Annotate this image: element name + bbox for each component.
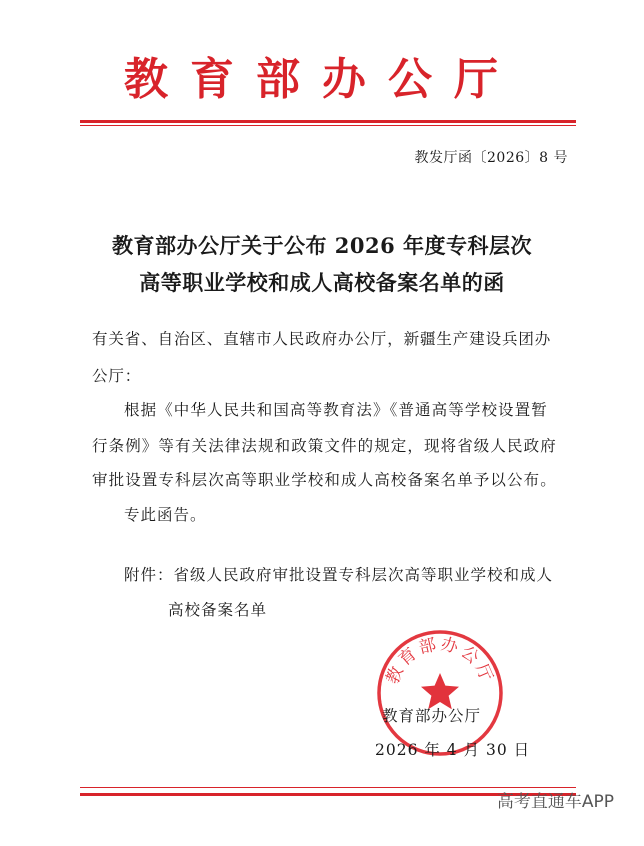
header-org-name: 教育部办公厅 — [124, 54, 520, 105]
header-rule-thin — [80, 125, 576, 126]
attachment-line2: 高校备案名单 — [168, 601, 268, 619]
header-rule-thick — [80, 120, 576, 123]
body-paragraph2: 专此函告。 — [124, 506, 207, 524]
document-title-line1: 教育部办公厅关于公布 2026 年度专科层次 — [111, 233, 533, 258]
body-paragraph1-line2: 行条例》等有关法律法规和政策文件的规定，现将省级人民政府 — [92, 437, 557, 455]
body-paragraph1-line1: 根据《中华人民共和国高等教育法》《普通高等学校设置暂 — [124, 401, 548, 419]
document-number: 教发厅函〔2026〕8 号 — [414, 150, 568, 166]
watermark-text: 高考直通车APP — [496, 792, 614, 812]
recipients-line2: 公厅： — [92, 367, 142, 385]
svg-text:教育部办公厅: 教育部办公厅 — [382, 634, 498, 688]
attachment-line1: 附件：省级人民政府审批设置专科层次高等职业学校和成人 — [124, 566, 554, 584]
footer-rule-thin — [80, 787, 576, 788]
signature-unit: 教育部办公厅 — [382, 707, 482, 725]
signature-date: 2026 年 4 月 30 日 — [375, 741, 531, 759]
recipients-line1: 有关省、自治区、直辖市人民政府办公厅，新疆生产建设兵团办 — [92, 330, 552, 348]
body-paragraph1-line3: 审批设置专科层次高等职业学校和成人高校备案名单予以公布。 — [92, 471, 557, 489]
document-title-line2: 高等职业学校和成人高校备案名单的函 — [139, 270, 505, 295]
